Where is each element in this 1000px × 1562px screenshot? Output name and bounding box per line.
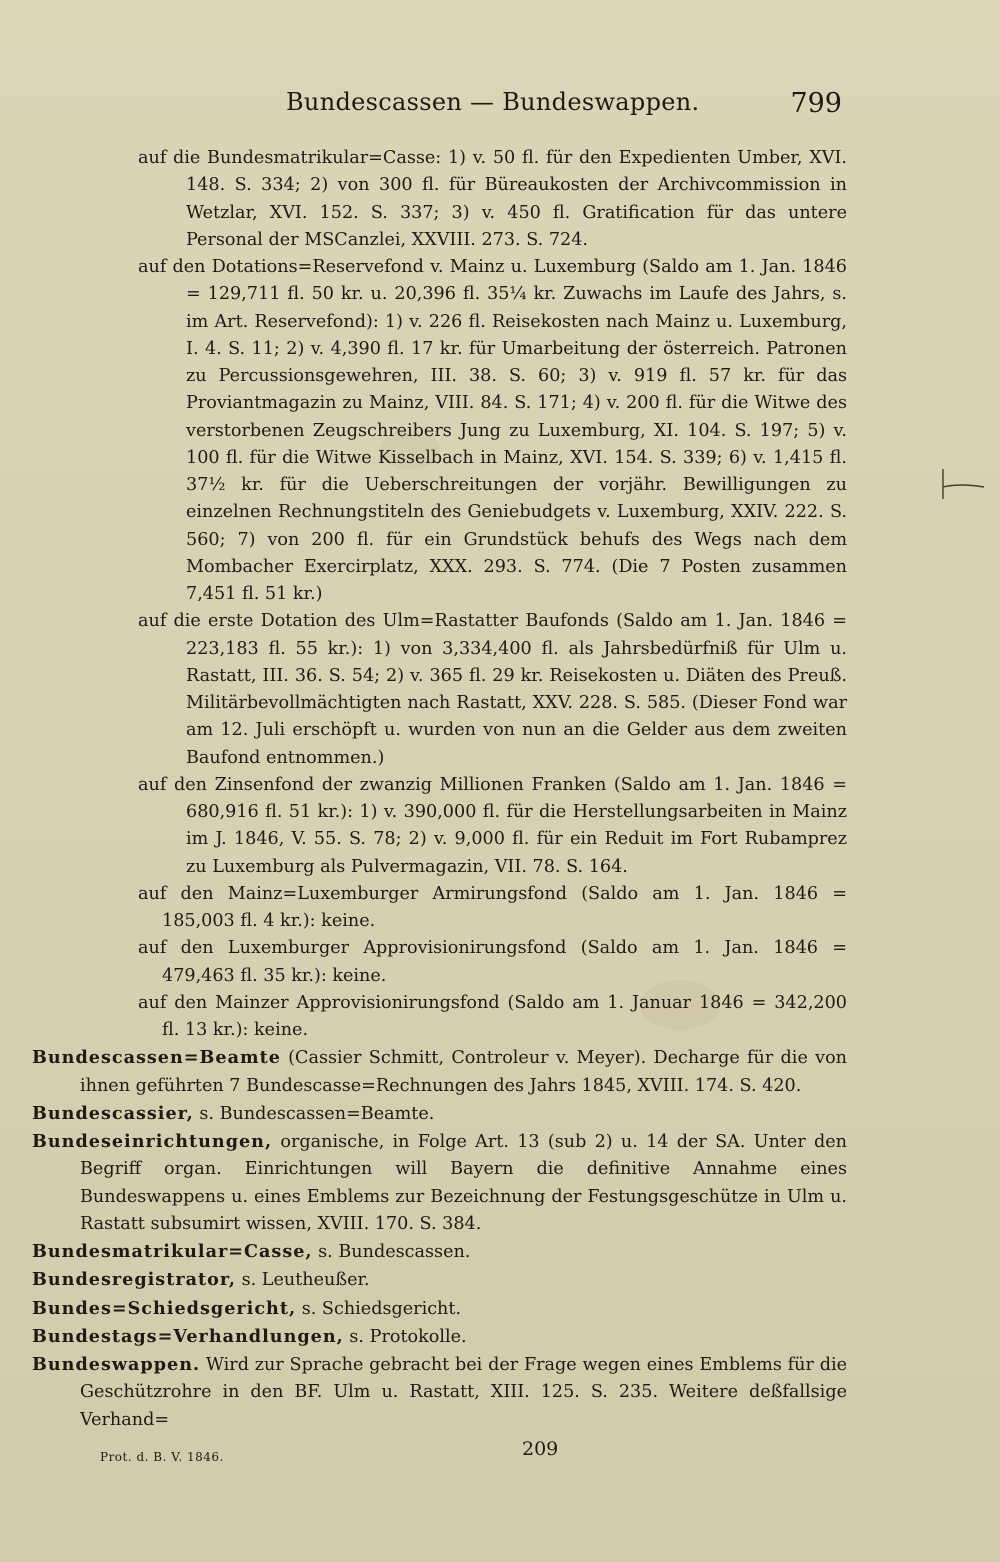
entry-heading: Bundescassier,: [32, 1102, 194, 1124]
index-subentry: [32, 990, 847, 1045]
entry-heading: Bundesregistrator,: [32, 1269, 236, 1291]
index-subentry: [32, 881, 847, 936]
index-entry: [32, 1295, 847, 1323]
signature-footer: Prot. d. B. V. 1846.: [100, 1450, 224, 1464]
index-entry: [32, 1266, 847, 1294]
entry-text: s. Protokolle.: [343, 1326, 467, 1347]
entry-text: auf den Luxemburger Approvisionirungsfond (Saldo am 1. Jan. 1846 = 479,463 fl. 35 kr.): keine.: [138, 938, 847, 986]
entry-heading: Bundestags=Verhandlungen,: [32, 1325, 344, 1347]
index-subentry: [32, 935, 847, 990]
running-head: Bundescassen — Bundeswappen.: [286, 88, 700, 116]
index-subentry: [32, 254, 847, 608]
entry-heading: Bundesmatrikular=Casse,: [32, 1241, 313, 1262]
index-entry: [32, 1323, 847, 1351]
index-subentry: [32, 608, 847, 772]
page-number: 799: [790, 88, 842, 119]
entry-heading: Bundeswappen.: [32, 1354, 201, 1375]
entry-heading: Bundes=Schiedsgericht,: [32, 1297, 297, 1319]
entry-text: auf den Zinsenfond der zwanzig Millionen Franken (Saldo am 1. Jan. 1846 = 680,916 fl. 51 kr.): 1) v. 390,000 fl. für die Herstellungsarbeiten in Mainz im J. 1846, V. 55. S. 78; 2) v. 9,000 fl. für ein Reduit im Fort Rubamprez zu Luxemburg als Pulvermagazin, VII. 78. S. 164.: [138, 774, 847, 877]
entry-text: s. Bundescassen.: [312, 1242, 471, 1262]
entry-text: s. Schiedsgericht.: [296, 1298, 462, 1319]
signature-mark: 209: [522, 1438, 559, 1460]
index-entry: [32, 1351, 847, 1434]
entry-text: auf den Mainzer Approvisionirungsfond (Saldo am 1. Januar 1846 = 342,200 fl. 13 kr.): keine.: [138, 992, 847, 1040]
entry-text: organische, in Folge Art. 13 (sub 2) u. 14 der SA. Unter den Begriff organ. Einrichtungen will Bayern die definitive Annahme eines Bundeswappens u. eines Emblems zur Bezeichnung der Festungsgeschütze in Ulm u. Rastatt subsumirt wissen, XVIII. 170. S. 384.: [80, 1132, 847, 1234]
entry-text: auf die Bundesmatrikular=Casse: 1) v. 50 fl. für den Expedienten Umber, XVI. 148. S. 334; 2) von 300 fl. für Büreaukosten der Archivcommission in Wetzlar, XVI. 152. S. 337; 3) v. 450 fl. Gratification für das untere Personal der MSCanzlei, XXVIII. 273. S. 724.: [138, 148, 847, 250]
entry-text: (Cassier Schmitt, Controleur v. Meyer). Decharge für die von ihnen geführten 7 Bundescasse=Rechnungen des Jahrs 1845, XVIII. 174. S. 420.: [80, 1048, 847, 1096]
margin-mark-icon: [940, 465, 986, 501]
entry-text: s. Leutheußer.: [235, 1270, 370, 1291]
entry-text: Wird zur Sprache gebracht bei der Frage wegen eines Emblems für die Geschützrohre in den BF. Ulm u. Rastatt, XIII. 125. S. 235. Weitere deßfallsige Verhand=: [80, 1355, 847, 1430]
index-subentry: [32, 772, 847, 881]
index-entries: [32, 145, 847, 1434]
entry-text: auf den Dotations=Reservefond v. Mainz u. Luxemburg (Saldo am 1. Jan. 1846 = 129,711 fl. 50 kr. u. 20,396 fl. 35¼ kr. Zuwachs im Laufe des Jahrs, s. im Art. Reservefond): 1) v. 226 fl. Reisekosten nach Mainz u. Luxemburg, I. 4. S. 11; 2) v. 4,390 fl. 17 kr. für Umarbeitung der österreich. Patronen zu Percussionsgewehren, III. 38. S. 60; 3) v. 919 fl. 57 kr. für das Proviantmagazin zu Mainz, VIII. 84. S. 171; 4) v. 200 fl. für die Witwe des verstorbenen Zeugschreibers Jung zu Luxemburg, XI. 104. S. 197; 5) v. 100 fl. für die Witwe Kisselbach in Mainz, XVI. 154. S. 339; 6) v. 1,415 fl. 37½ kr. für die Ueberschreitungen der vorjähr. Bewilligungen zu einzelnen Rechnungstiteln des Geniebudgets v. Luxemburg, XXIV. 222. S. 560; 7) von 200 fl. für ein Grundstück behufs des Wegs nach dem Mombacher Exercirplatz, XXX. 293. S. 774. (Die 7 Posten zusammen 7,451 fl. 51 kr.): [138, 257, 847, 604]
page-header: [250, 88, 850, 128]
index-entry: [32, 1100, 847, 1128]
index-entry: [32, 1044, 847, 1100]
entry-text: auf die erste Dotation des Ulm=Rastatter Baufonds (Saldo am 1. Jan. 1846 = 223,183 fl. 55 kr.): 1) von 3,334,400 fl. als Jahrsbedürfniß für Ulm u. Rastatt, III. 36. S. 54; 2) v. 365 fl. 29 kr. Reisekosten u. Diäten des Preuß. Militärbevollmächtigten nach Rastatt, XXV. 228. S. 585. (Dieser Fond war am 12. Juli erschöpft u. wurden von nun an die Gelder aus dem zweiten Baufond entnommen.): [138, 611, 847, 768]
entry-heading: Bundescassen=Beamte: [32, 1047, 281, 1069]
index-entry: [32, 1128, 847, 1238]
entry-text: auf den Mainz=Luxemburger Armirungsfond (Saldo am 1. Jan. 1846 = 185,003 fl. 4 kr.): keine.: [138, 883, 847, 931]
entry-text: s. Bundescassen=Beamte.: [193, 1103, 435, 1124]
index-subentry: [32, 145, 847, 254]
index-entry: [32, 1238, 847, 1266]
entry-heading: Bundeseinrichtungen,: [32, 1131, 273, 1152]
